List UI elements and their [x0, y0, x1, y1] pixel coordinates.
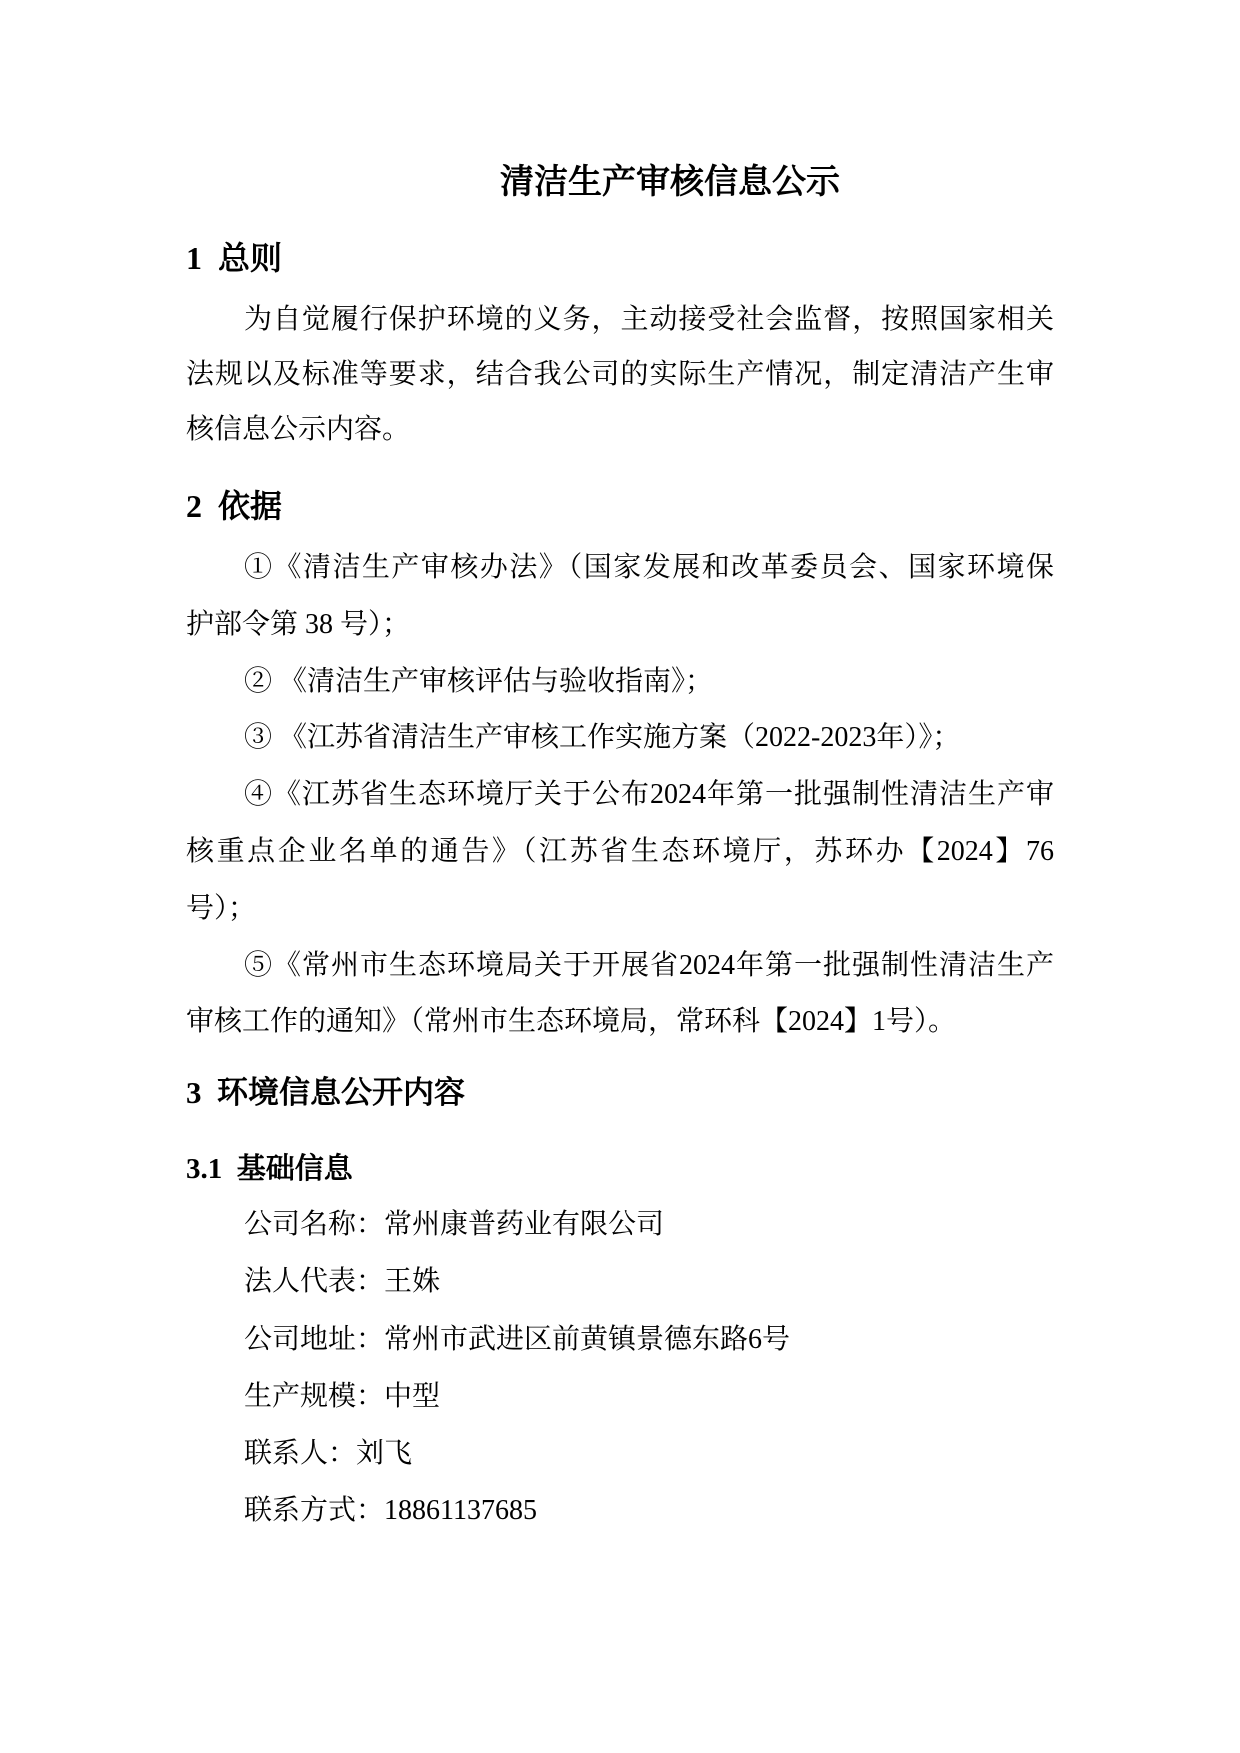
reference-line: 审核工作的通知》（常州市生态环境局，常环科【2024】1号）。	[186, 1006, 957, 1037]
field-line-contact-person	[186, 1437, 1054, 1471]
paragraph-line: 为自觉履行保护环境的义务，主动接受社会监督，按照国家相关	[244, 304, 1054, 335]
field-line-production-scale	[186, 1380, 1054, 1414]
field-line-company-name	[186, 1208, 1054, 1242]
field-label: 联系方式：	[244, 1495, 385, 1526]
field-value: 常州市武进区前黄镇景德东路6号	[384, 1324, 791, 1355]
reference-line: 护部令第 38 号）；	[186, 609, 411, 640]
reference-line: 核重点企业名单的通告》（江苏省生态环境厅，苏环办【2024】76	[186, 836, 1054, 867]
field-label: 公司地址：	[244, 1324, 385, 1355]
field-line-contact-phone	[186, 1494, 1054, 1528]
reference-line: ①《清洁生产审核办法》（国家发展和改革委员会、国家环境保	[244, 552, 1054, 583]
paragraph-line: 核信息公示内容。	[186, 414, 411, 445]
field-line-company-address	[186, 1323, 1054, 1357]
reference-line: ④《江苏省生态环境厅关于公布2024年第一批强制性清洁生产审	[244, 779, 1054, 810]
reference-line: ③ 《江苏省清洁生产审核工作实施方案（2022-2023年）》；	[244, 722, 961, 753]
field-value: 常州康普药业有限公司	[384, 1209, 665, 1240]
document-title: 清洁生产审核信息公示	[500, 164, 840, 201]
reference-line: ② 《清洁生产审核评估与验收指南》；	[244, 666, 714, 697]
field-label: 生产规模：	[244, 1381, 385, 1412]
reference-line: 号）；	[186, 893, 257, 924]
section-2-heading: 2 依据	[186, 488, 283, 524]
field-value: 刘飞	[356, 1438, 413, 1469]
paragraph-line: 法规以及标准等要求，结合我公司的实际生产情况，制定清洁产生审	[186, 359, 1054, 390]
field-label: 法人代表：	[244, 1266, 385, 1297]
section-1-heading: 1 总则	[186, 240, 283, 276]
field-value: 18861137685	[384, 1495, 537, 1526]
field-value: 王姝	[384, 1266, 441, 1297]
field-label: 公司名称：	[244, 1209, 385, 1240]
field-value: 中型	[384, 1381, 441, 1412]
section-3-heading: 3 环境信息公开内容	[186, 1075, 465, 1110]
field-label: 联系人：	[244, 1438, 357, 1469]
reference-line: ⑤《常州市生态环境局关于开展省2024年第一批强制性清洁生产	[244, 950, 1054, 981]
field-line-legal-representative	[186, 1265, 1054, 1299]
section-3-1-heading: 3.1 基础信息	[186, 1153, 353, 1185]
